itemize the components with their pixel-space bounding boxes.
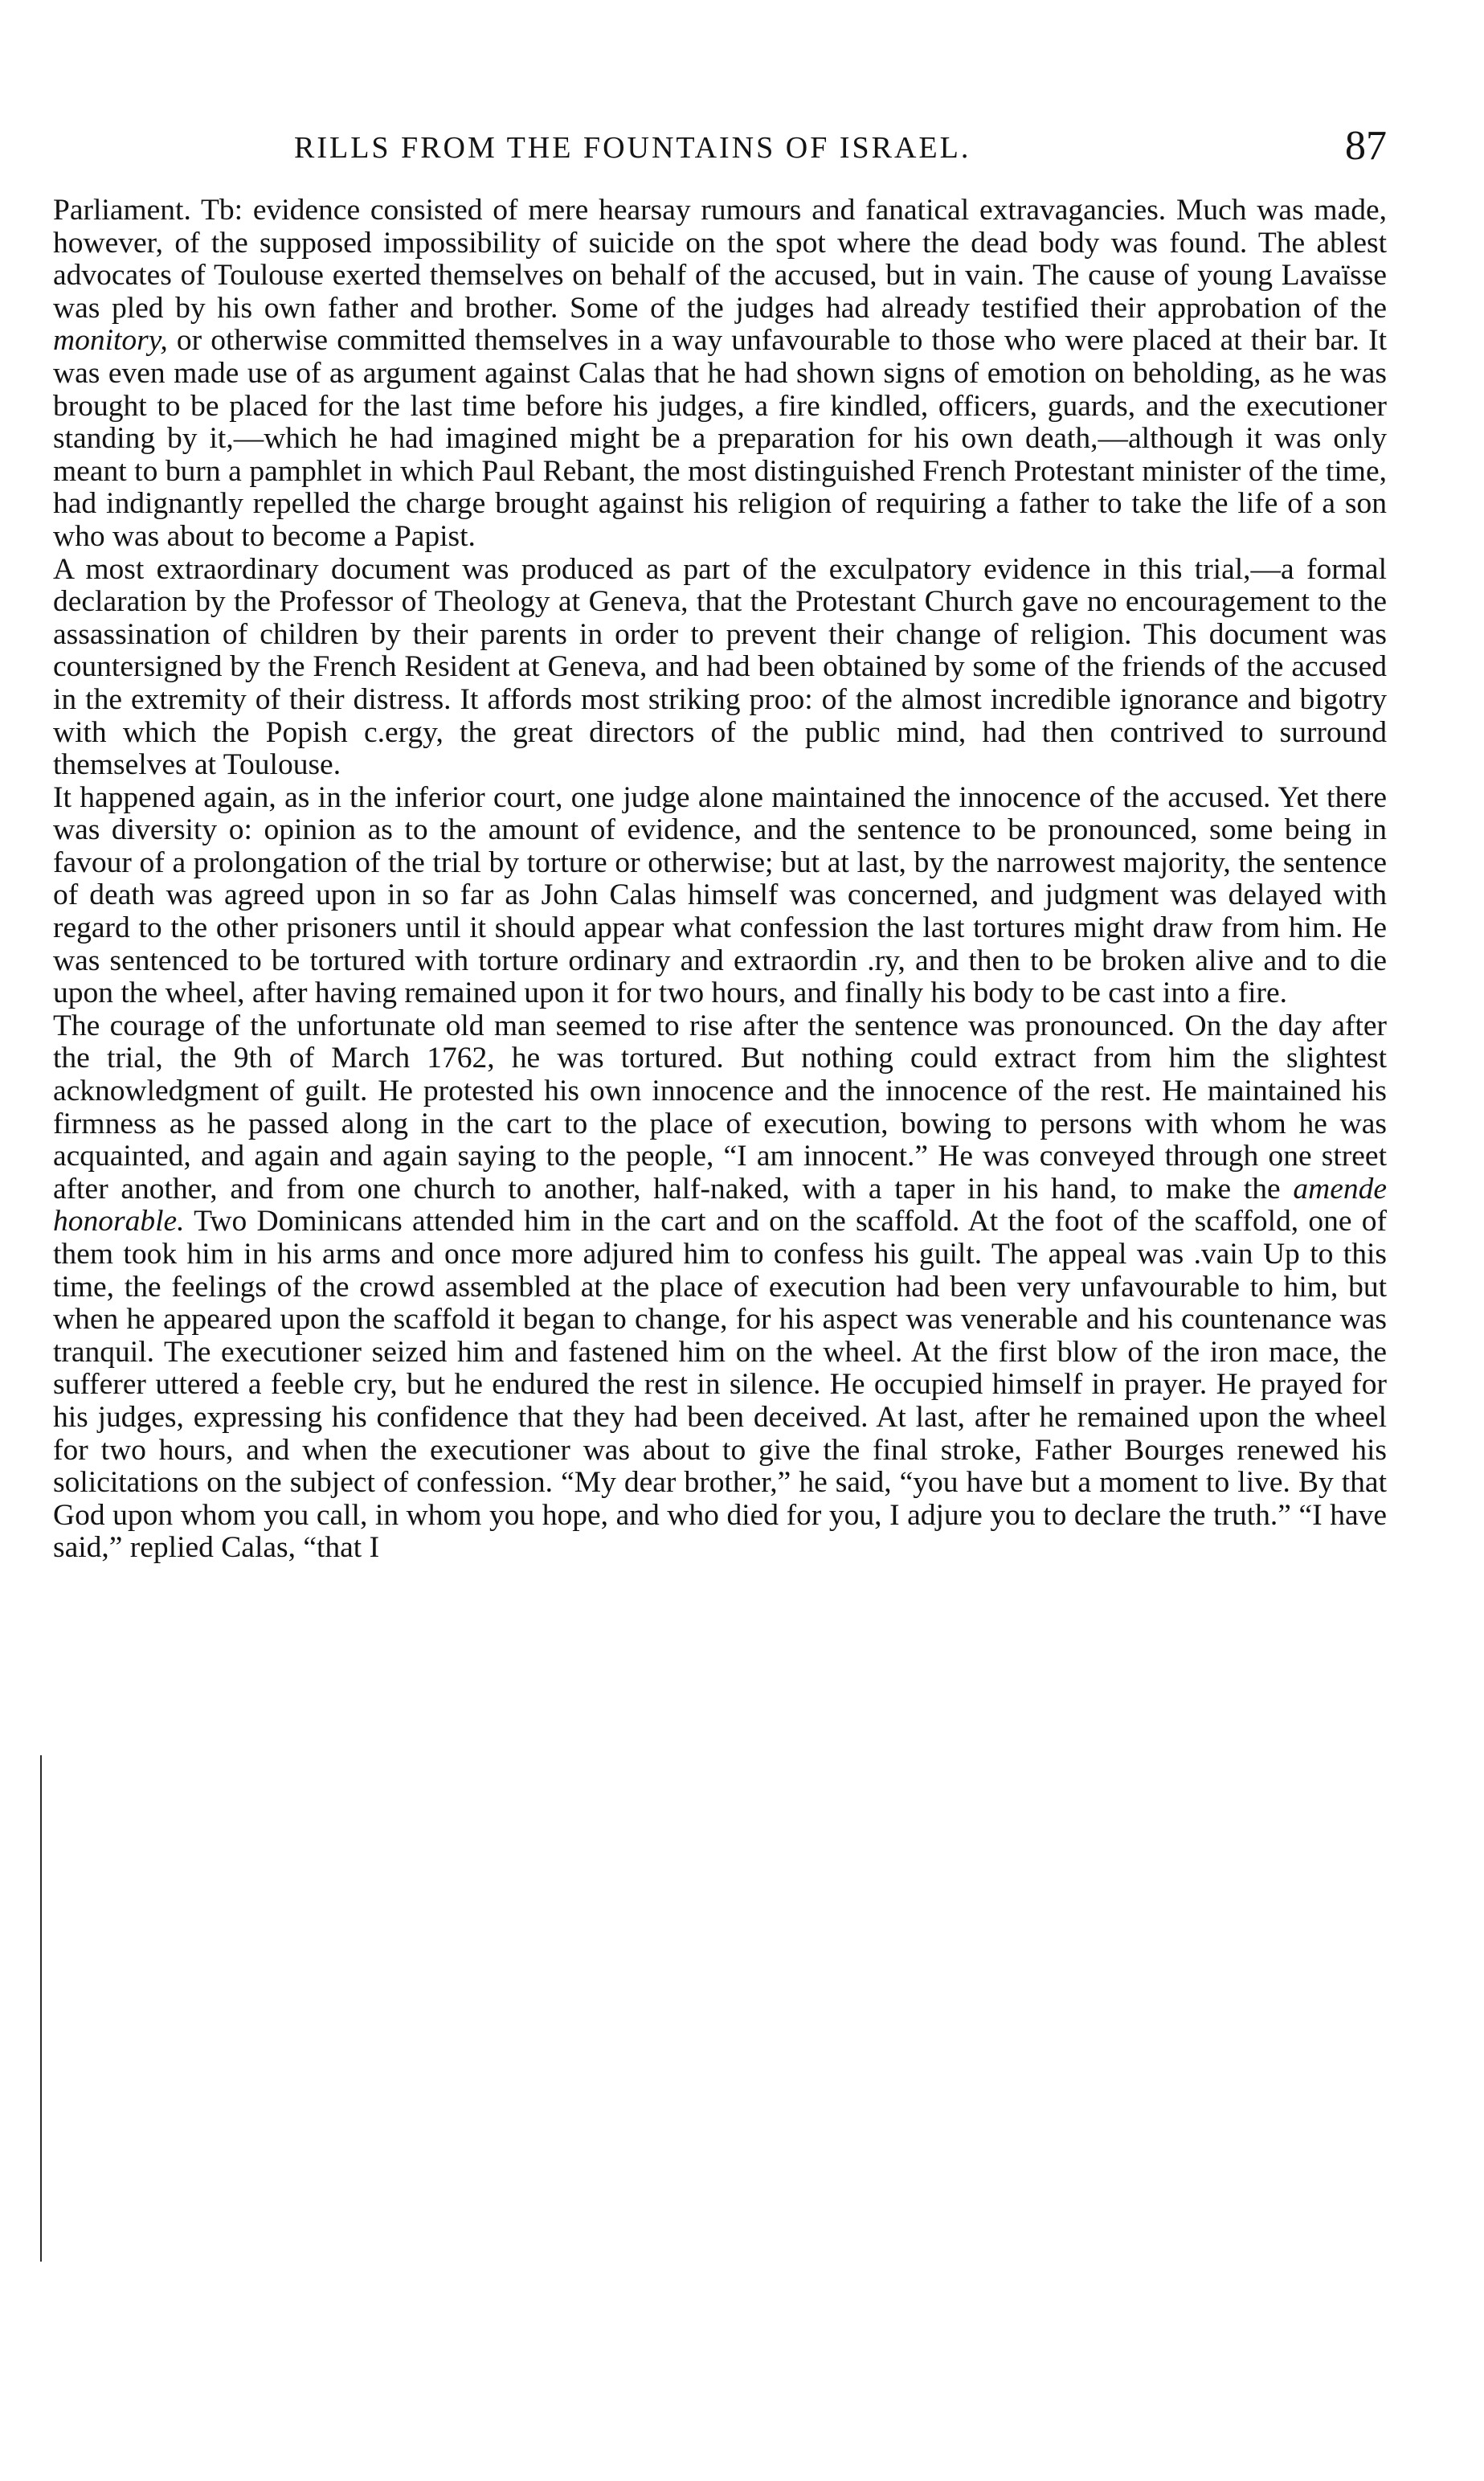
- paragraph-text: The courage of the unfortunate old man seemed to rise after the sentence was pronounced. On the day after the trial, the 9th of March 1762, he was tortured. But nothing could extract from him the slightest acknowledgment of guilt. He protested his own innocence and the innocence of the rest. He maintained his firmness as he passed along in the cart to the place of execution, bowing to persons with whom he was acquainted, and again and again saying to the people, “I am innocent.” He was conveyed through one street after another, and from one church to another, half-naked, with a taper in his hand, to make the: [53, 1009, 1387, 1206]
- margin-rule: [40, 1755, 42, 2262]
- paragraph-text: Parliament. Tb: evidence consisted of mere hearsay rumours and fanatical extravagancies. Much was made, however, of the supposed impossibility of suicide on the spot where the dead body was found. The ablest advocates of Toulouse exerted themselves on behalf of the accused, but in vain. The cause of young Lavaïsse was pled by his own father and brother. Some of the judges had already testified their approbation of the: [53, 194, 1387, 325]
- paragraph-text: It happened again, as in the inferior court, one judge alone maintained the innocence of the accused. Yet there was diversity o: opinion as to the amount of evidence, and the sentence to be pronounced, some being in favour of a prolongation of the trial by torture or otherwise; but at last, by the narrowest majority, the sentence of death was agreed upon in so far as John Calas himself was concerned, and judgment was delayed with regard to the other prisoners until it should appear what confession the last tortures might draw from him. He was sentenced to be tortured with torture ordinary and extraordin .ry, and then to be broken alive and to die upon the wheel, after having remained upon it for two hours, and finally his body to be cast into a fire.: [53, 780, 1387, 1010]
- italic-term-amende-honorable: amende honorable.: [53, 1172, 1387, 1238]
- paragraph-text: or otherwise committed themselves in a way unfavourable to those who were placed at their bar. It was even made use of as argument against Calas that he had shown signs of emotion on beholding, as he was brought to be placed for the last time before his judges, a fire kindled, officers, guards, and the executioner standing by it,—which he had imagined might be a preparation for his own death,—although it was only meant to burn a pamphlet in which Paul Rebant, the most distinguished French Protestant minister of the time, had indignantly repelled the charge brought against his religion of requiring a father to take the life of a son who was about to become a Papist.: [53, 324, 1387, 553]
- page-number: 87: [1345, 123, 1387, 169]
- running-title: RILLS FROM THE FOUNTAINS OF ISRAEL.: [294, 131, 971, 165]
- body-text: [53, 194, 1387, 1565]
- running-head: [53, 122, 1387, 174]
- paragraph-text: Two Dominicans attended him in the cart and on the scaffold. At the foot of the scaffold, one of them took him in his arms and once more adjured him to confess his guilt. The appeal was .vain Up to this time, the feelings of the crowd assembled at the place of execution had been very unfavourable to him, but when he appeared upon the scaffold it began to change, for his aspect was venerable and his countenance was tranquil. The executioner seized him and fastened him on the wheel. At the first blow of the iron mace, the sufferer uttered a feeble cry, but he endured the rest in silence. He occupied himself in prayer. He prayed for his judges, expressing his confidence that they had been deceived. At last, after he remained upon the wheel for two hours, and when the executioner was about to give the final stroke, Father Bourges renewed his solicitations on the subject of confession. “My dear brother,” he said, “you have but a moment to live. By that God upon whom you call, in whom you hope, and who died for you, I adjure you to declare the truth.” “I have said,” replied Calas, “that I: [53, 1205, 1387, 1565]
- paragraph-text: A most extraordinary document was produced as part of the exculpatory evidence in this trial,—a formal declaration by the Professor of Theology at Geneva, that the Protestant Church gave no encouragement to the assassination of children by their parents in order to prevent their change of religion. This document was countersigned by the French Resident at Geneva, and had been obtained by some of the friends of the accused in the extremity of their distress. It affords most striking proo: of the almost incredible ignorance and bigotry with which the Popish c.ergy, the great directors of the public mind, had then contrived to surround themselves at Toulouse.: [53, 552, 1387, 782]
- paragraph-4: [53, 1010, 1387, 1565]
- paragraph-3: [53, 782, 1387, 1010]
- paragraph-1: [53, 194, 1387, 554]
- paragraph-2: [53, 554, 1387, 782]
- italic-term-monitory: monitory,: [53, 324, 168, 358]
